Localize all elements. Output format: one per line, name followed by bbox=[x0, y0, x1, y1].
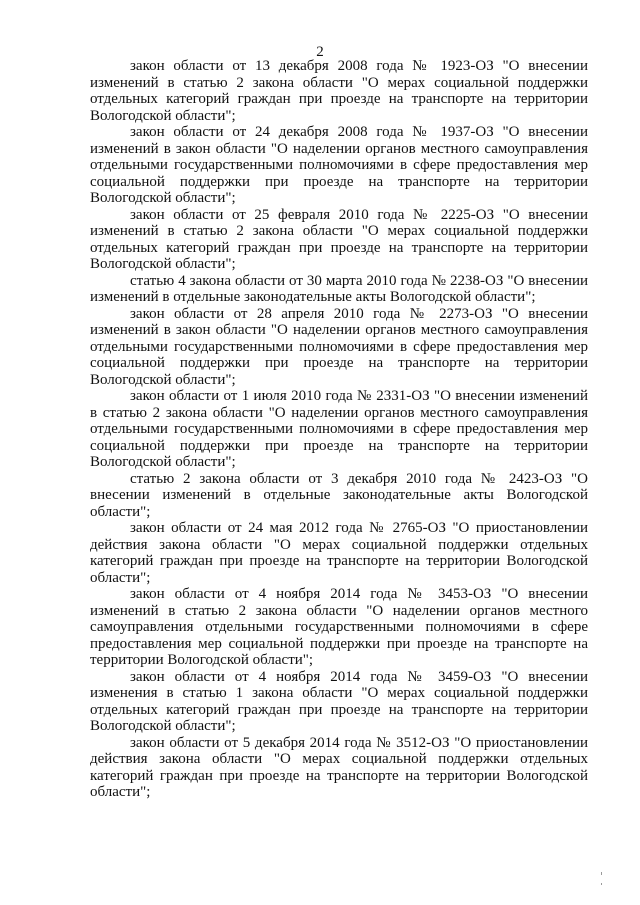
scan-edge-mark bbox=[601, 872, 602, 875]
paragraph-law-3459: закон области от 4 ноября 2014 года № 3459-ОЗ "О внесении изменения в статью 1 закона области "О мерах социальной поддержки отдельных категорий граждан при проезде на транспорте на территории Вологодской области"; bbox=[90, 668, 588, 734]
paragraph-law-2273: закон области от 28 апреля 2010 года № 2273-ОЗ "О внесении изменений в закон области "О наделении органов местного самоуправления отдельными государственными полномочиями в сфере предоставления мер социальной поддержки при проезде на транспорте на территории Вологодской области"; bbox=[90, 305, 588, 388]
paragraph-law-1923: закон области от 13 декабря 2008 года № 1923-ОЗ "О внесении изменений в статью 2 закона области "О мерах социальной поддержки отдельных категорий граждан при проезде на транспорте на территории Вологодской области"; bbox=[90, 58, 588, 124]
document-body bbox=[90, 58, 588, 801]
page-number: 2 bbox=[316, 44, 324, 60]
paragraph-law-3512: закон области от 5 декабря 2014 года № 3512-ОЗ "О приостановлении действия закона области "О мерах социальной поддержки отдельных категорий граждан при проезде на транспорте на территории Вологодской области"; bbox=[90, 734, 588, 800]
paragraph-law-1937: закон области от 24 декабря 2008 года № 1937-ОЗ "О внесении изменений в закон области "О наделении органов местного самоуправления отдельными государственными полномочиями в сфере предоставления мер социальной поддержки при проезде на транспорте на территории Вологодской области"; bbox=[90, 124, 588, 206]
paragraph-law-2225: закон области от 25 февраля 2010 года № 2225-ОЗ "О внесении изменений в статью 2 закона области "О мерах социальной поддержки отдельных категорий граждан при проезде на транспорте на территории Вологодской области"; bbox=[90, 206, 588, 272]
paragraph-law-2765: закон области от 24 мая 2012 года № 2765-ОЗ "О приостановлении действия закона области "О мерах социальной поддержки отдельных категорий граждан при проезде на транспорте на территории Вологодской области"; bbox=[90, 520, 588, 586]
scan-edge-mark bbox=[601, 883, 602, 885]
paragraph-law-3453: закон области от 4 ноября 2014 года № 3453-ОЗ "О внесении изменений в статью 2 закона области "О наделении органов местного самоуправления отдельными государственными полномочиями в сфере предоставления мер социальной поддержки при проезде на транспорте на территории Вологодской области"; bbox=[90, 586, 588, 668]
paragraph-law-2238: статью 4 закона области от 30 марта 2010 года № 2238-ОЗ "О внесении изменений в отдельные законодательные акты Вологодской области"; bbox=[90, 272, 588, 305]
paragraph-law-2331: закон области от 1 июля 2010 года № 2331-ОЗ "О внесении изменений в статью 2 закона области "О наделении органов местного самоуправления отдельными государственными полномочиями в сфере предоставления мер социальной поддержки при проезде на транспорте на территории Вологодской области"; bbox=[90, 388, 588, 470]
paragraph-law-2423: статью 2 закона области от 3 декабря 2010 года № 2423-ОЗ "О внесении изменений в отдельные законодательные акты Вологодской области"; bbox=[90, 470, 588, 520]
